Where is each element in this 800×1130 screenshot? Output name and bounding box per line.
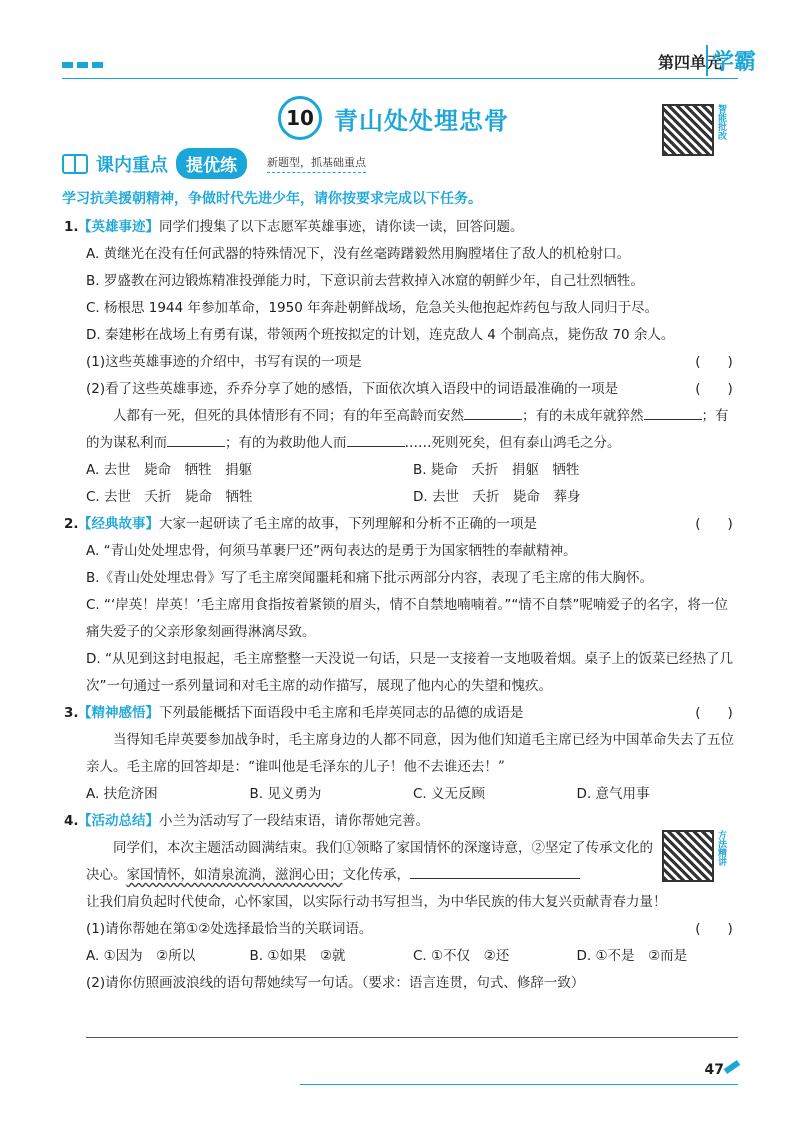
question-4	[64, 808, 740, 835]
lesson-title	[278, 96, 509, 140]
question-3	[64, 700, 740, 727]
question-stem: 下列最能概括下面语段中毛主席和毛岸英同志的品德的成语是	[159, 705, 524, 721]
book-icon	[62, 154, 88, 174]
answer-paren[interactable]: ( )	[695, 921, 733, 937]
passage: 当得知毛岸英要参加战争时，毛主席身边的人都不同意，因为他们知道毛主席已经为中国革命失去了五位亲人。毛主席的回答却是：“谁叫他是毛泽东的儿子！他不去谁还去！”	[86, 732, 734, 775]
option[interactable]: D. 意气用事	[576, 786, 650, 802]
answer-paren[interactable]: ( )	[695, 381, 733, 397]
header-rule	[62, 78, 738, 79]
qr-code-icon[interactable]	[662, 830, 714, 882]
list-item: A. “青山处处埋忠骨，何须马革裹尸还”两句表达的是勇于为国家牺牲的奉献精神。	[86, 543, 577, 559]
sub-question	[64, 916, 740, 943]
footer-rule	[300, 1084, 738, 1085]
option[interactable]: D. ①不是 ②而是	[576, 948, 688, 964]
question-tag: 【英雄事迹】	[78, 219, 159, 235]
question-stem: 大家一起研读了毛主席的故事，下列理解和分析不正确的一项是	[159, 516, 537, 532]
sub-question	[64, 376, 740, 403]
list-item: B.《青山处处埋忠骨》写了毛主席突闻噩耗和痛下批示两部分内容，表现了毛主席的伟大胸怀。	[86, 570, 654, 586]
option[interactable]: B. 见义勇为	[249, 786, 322, 802]
question-2	[64, 511, 740, 538]
qr-label: 智能批改	[716, 104, 726, 140]
option[interactable]: D. 去世 夭折 毙命 葬身	[413, 489, 581, 505]
option[interactable]: C. 去世 夭折 毙命 牺牲	[86, 489, 253, 505]
option[interactable]: B. 毙命 夭折 捐躯 牺牲	[413, 462, 580, 478]
sub-question	[64, 349, 740, 376]
question-tag: 【经典故事】	[78, 516, 159, 532]
passage-text: ；有的为救助他人而	[225, 435, 347, 451]
wavy-underlined-text: 家国情怀，如清泉流淌，滋润心田；	[126, 867, 343, 883]
passage-text: 人都有一死，但死的具体情形有不同；有的年至高龄而安然	[113, 408, 464, 424]
section-title: 课内重点	[96, 154, 168, 176]
option[interactable]: A. ①因为 ②所以	[86, 948, 196, 964]
answer-paren[interactable]: ( )	[695, 705, 733, 721]
question-number: 3.	[64, 705, 79, 721]
section-badge: 提优练	[176, 148, 247, 179]
passage-text: ；有的为谋私利而	[86, 408, 729, 451]
lesson-title-text: 青山处处埋忠骨	[334, 106, 509, 135]
answer-paren[interactable]: ( )	[695, 516, 733, 532]
section-header	[62, 148, 366, 179]
answer-line[interactable]	[86, 1037, 738, 1038]
options	[64, 781, 740, 808]
option[interactable]: C. ①不仅 ②还	[413, 948, 510, 964]
question-stem: 同学们搜集了以下志愿军英雄事迹，请你读一读，回答问题。	[159, 219, 524, 235]
passage-text: 文化传承，	[342, 867, 410, 883]
sub-question-text: (2)请你仿照画波浪线的语句帮她续写一句话。（要求：语言连贯，句式、修辞一致）	[86, 975, 585, 991]
passage: 让我们肩负起时代使命，心怀家国，以实际行动书写担当，为中华民族的伟大复兴贡献青春力量！	[86, 894, 667, 910]
option[interactable]: A. 去世 毙命 牺牲 捐躯	[86, 462, 253, 478]
intro-text: 学习抗美援朝精神，争做时代先进少年，请你按要求完成以下任务。	[62, 191, 482, 207]
passage	[64, 403, 740, 457]
qr-code-icon[interactable]	[662, 104, 714, 156]
page-number: 47	[704, 1062, 724, 1078]
section-note: 新题型，抓基础重点	[267, 154, 366, 173]
unit-label: 第四单元	[657, 53, 722, 72]
list-item: D. 秦建彬在战场上有勇有谋，带领两个班按拟定的计划，连克敌人 4 个制高点，毙伤敌 70 余人。	[86, 327, 675, 343]
brand-logo: 学霸	[706, 45, 756, 76]
fill-blank[interactable]	[410, 865, 580, 879]
options	[64, 457, 740, 484]
passage-text: 同学们，本次主题活动圆满结束。我们①领略了家国情怀的深邃诗意，②坚定了传承文化的决心。	[86, 840, 653, 883]
lesson-number: 10	[278, 96, 322, 140]
passage-text: ……死则死矣，但有泰山鸿毛之分。	[404, 435, 621, 451]
header-decoration	[62, 62, 103, 68]
list-item: B. 罗盛教在河边锻炼精准投弹能力时，下意识前去营救掉入冰窟的朝鲜少年，自己壮烈牺牲。	[86, 273, 644, 289]
option[interactable]: C. 义无反顾	[413, 786, 486, 802]
fill-blank[interactable]	[644, 406, 702, 420]
qr-label: 方法精讲	[716, 830, 726, 866]
options	[64, 943, 740, 970]
question-1	[64, 214, 740, 241]
pencil-icon	[724, 1060, 741, 1074]
fill-blank[interactable]	[167, 433, 225, 447]
sub-question-text: (2)看了这些英雄事迹，乔乔分享了她的感悟，下面依次填入语段中的词语最准确的一项是	[86, 381, 619, 397]
question-stem: 小兰为活动写了一段结束语，请你帮她完善。	[159, 813, 429, 829]
sub-question-text: (1)这些英雄事迹的介绍中，书写有误的一项是	[86, 354, 362, 370]
question-tag: 【精神感悟】	[78, 705, 159, 721]
fill-blank[interactable]	[464, 406, 522, 420]
questions	[64, 214, 740, 997]
list-item: A. 黄继光在没有任何武器的特殊情况下，没有丝毫踌躇毅然用胸膛堵住了敌人的机枪射口。	[86, 246, 631, 262]
question-number: 1.	[64, 219, 79, 235]
list-item: C. 杨根思 1944 年参加革命，1950 年奔赴朝鲜战场，危急关头他抱起炸药包与敌人同归于尽。	[86, 300, 659, 316]
passage-text: ；有的未成年就猝然	[522, 408, 644, 424]
sub-question-text: (1)请你帮她在第①②处选择最恰当的关联词语。	[86, 921, 373, 937]
passage	[64, 835, 740, 889]
question-tag: 【活动总结】	[78, 813, 159, 829]
question-number: 4.	[64, 813, 79, 829]
list-item: C. “‘岸英！岸英！’毛主席用食指按着紧锁的眉头，情不自禁地喃喃着。”“情不自禁”呢喃爱子的名字，将一位痛失爱子的父亲形象刻画得淋漓尽致。	[86, 597, 728, 640]
option[interactable]: B. ①如果 ②就	[249, 948, 346, 964]
options	[64, 484, 740, 511]
option[interactable]: A. 扶危济困	[86, 786, 158, 802]
answer-paren[interactable]: ( )	[695, 354, 733, 370]
list-item: D. “从见到这封电报起，毛主席整整一天没说一句话，只是一支接着一支地吸着烟。桌子上的饭菜已经热了几次”一句通过一系列量词和对毛主席的动作描写，展现了他内心的失望和愧疚。	[86, 651, 733, 694]
question-number: 2.	[64, 516, 79, 532]
fill-blank[interactable]	[347, 433, 405, 447]
